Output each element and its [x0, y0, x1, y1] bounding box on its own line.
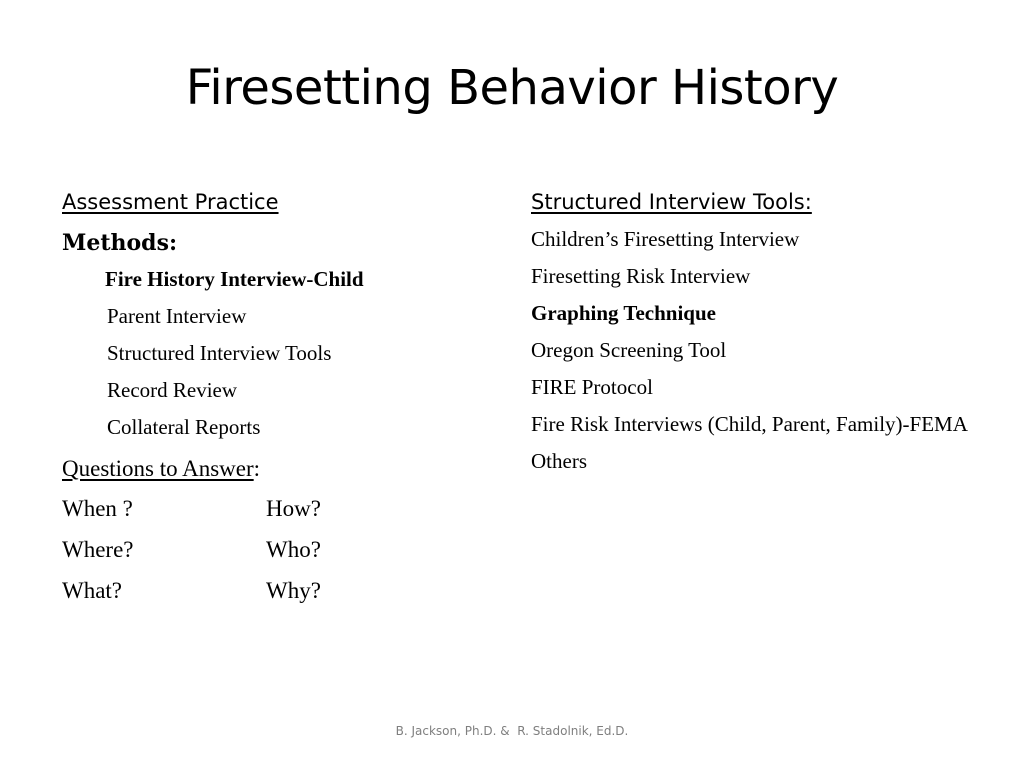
tool-item: Firesetting Risk Interview [531, 264, 751, 288]
tool-item: Fire Risk Interviews (Child, Parent, Family)-FEMA [531, 412, 968, 436]
method-item: Parent Interview [107, 304, 247, 328]
left-column [62, 186, 482, 611]
tool-item: FIRE Protocol [531, 375, 653, 399]
questions-heading [62, 450, 482, 488]
question-row [62, 570, 482, 611]
question-cell: Why? [266, 578, 321, 603]
method-item: Collateral Reports [107, 415, 261, 439]
methods-label: Methods: [62, 230, 178, 256]
question-cell: When ? [62, 496, 133, 521]
question-row [62, 529, 482, 570]
question-cell: What? [62, 578, 123, 603]
method-item: Record Review [107, 378, 238, 402]
tool-item: Graphing Technique [531, 301, 716, 325]
slide-title: Firesetting Behavior History [185, 60, 839, 116]
right-column [531, 186, 971, 483]
questions-colon: : [253, 456, 261, 481]
question-row [62, 488, 482, 529]
structured-interview-tools-heading: Structured Interview Tools: [531, 190, 812, 214]
method-item: Fire History Interview-Child [105, 267, 364, 291]
questions-label: Questions to Answer [62, 456, 254, 481]
footer-credit: B. Jackson, Ph.D. & R. Stadolnik, Ed.D. [395, 724, 629, 738]
question-cell: How? [266, 496, 321, 521]
method-item: Structured Interview Tools [107, 341, 332, 365]
tool-item: Children’s Firesetting Interview [531, 227, 800, 251]
methods-list [62, 261, 482, 446]
tool-item: Oregon Screening Tool [531, 338, 727, 362]
tools-list [531, 224, 971, 477]
tool-item: Others [531, 449, 587, 473]
question-cell: Where? [62, 537, 134, 562]
assessment-practice-heading: Assessment Practice [62, 190, 279, 214]
question-cell: Who? [266, 537, 321, 562]
